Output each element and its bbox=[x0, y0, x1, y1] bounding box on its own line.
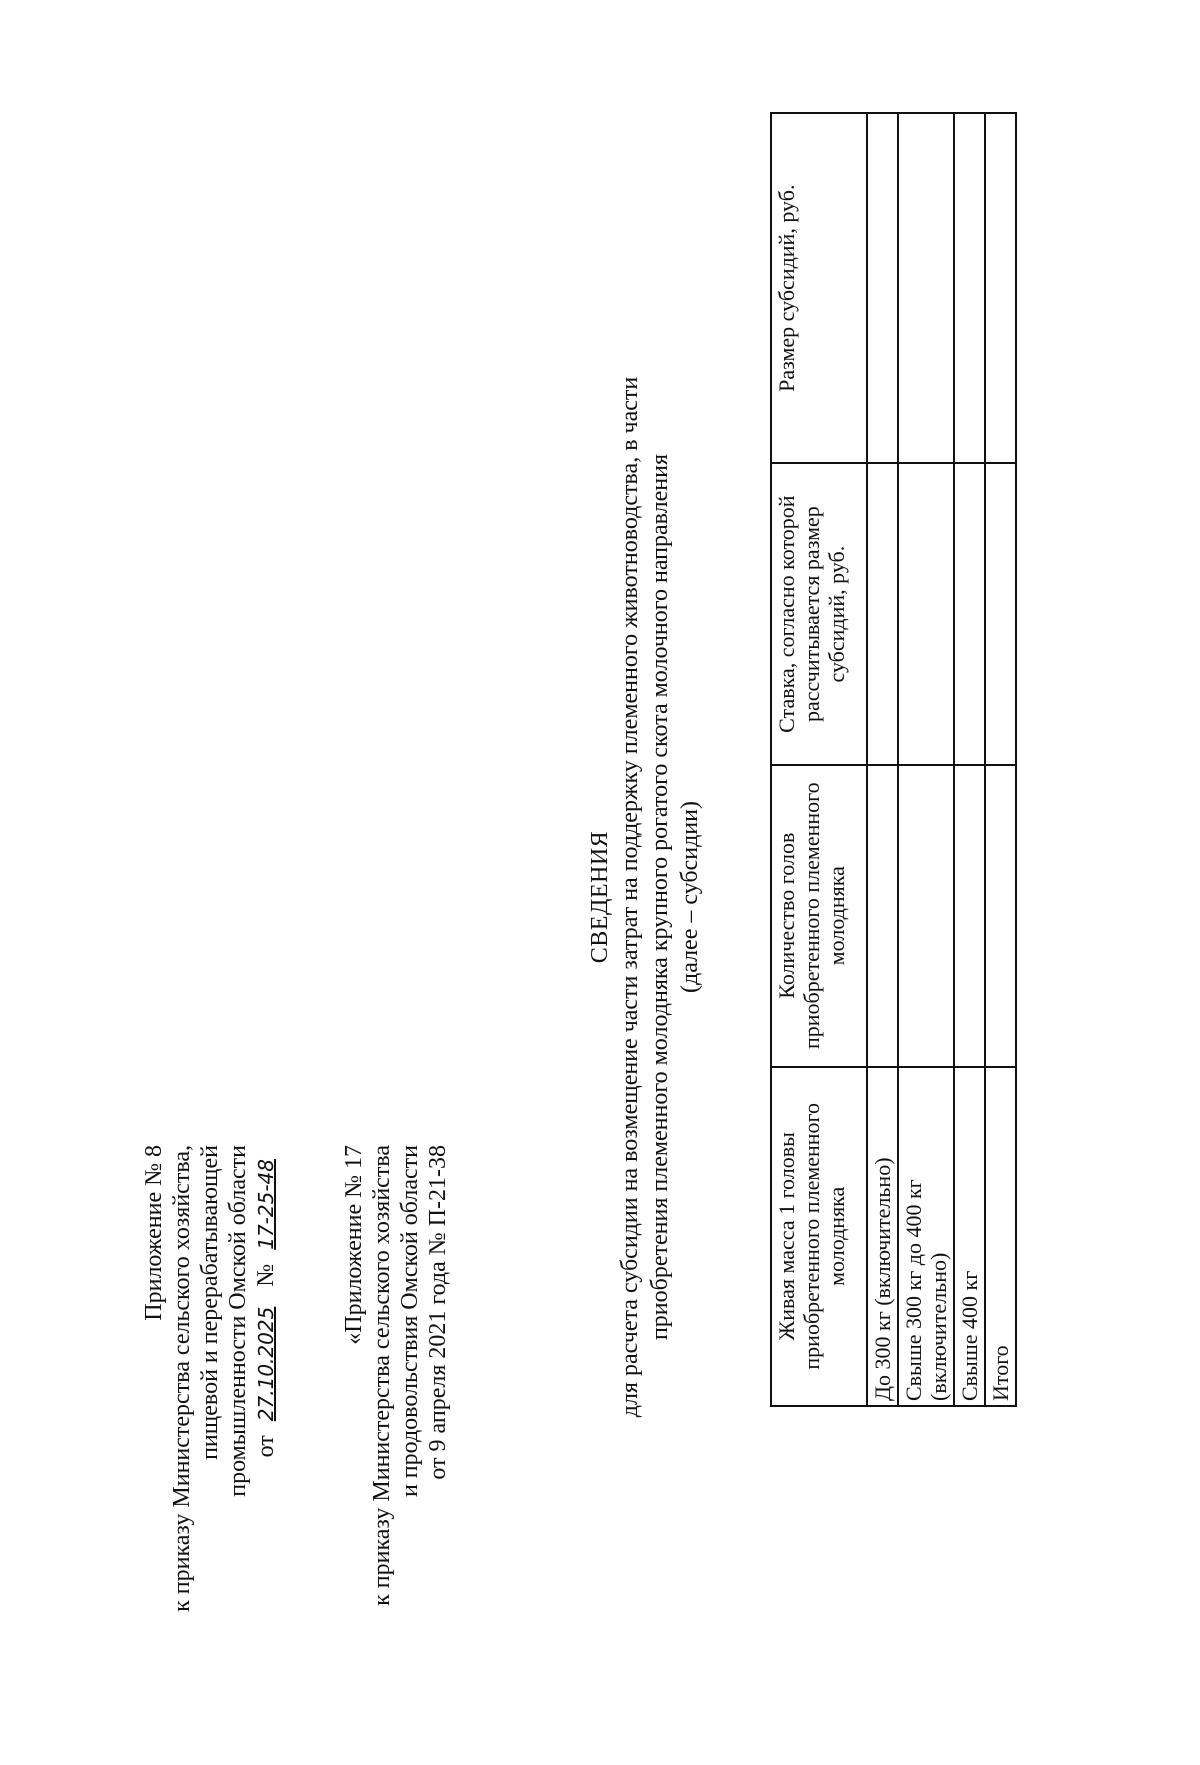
appendix-17-header bbox=[340, 1145, 452, 1765]
appendix-17-line1: «Приложение № 17 bbox=[341, 1145, 367, 1345]
appendix-8-date-line bbox=[252, 1145, 280, 1765]
cell-subsidy-amount bbox=[985, 113, 1016, 463]
handwritten-date: 27.10.2025 bbox=[254, 1306, 278, 1422]
row-label-over-400: Свыше 400 кг bbox=[954, 1067, 985, 1406]
header-rate: Ставка, согласно которой рассчитывается размер субсидий, руб. bbox=[771, 463, 867, 764]
title-line2: приобретения племенного молодняка крупного рогатого скота молочного направления bbox=[647, 453, 673, 1341]
table-header-row bbox=[771, 113, 867, 1406]
table-row bbox=[954, 113, 985, 1406]
title-line3: (далее – субсидии) bbox=[677, 801, 703, 993]
cell-rate bbox=[898, 463, 954, 764]
appendix-17-line3: и продовольствия Омской области bbox=[397, 1145, 423, 1498]
cell-head-count bbox=[898, 765, 954, 1067]
cell-subsidy-amount bbox=[867, 113, 898, 463]
row-label-total: Итого bbox=[985, 1067, 1016, 1406]
cell-rate bbox=[954, 463, 985, 764]
cell-head-count bbox=[985, 765, 1016, 1067]
date-prefix: от bbox=[253, 1435, 279, 1458]
header-head-count: Количество голов приобретенного племенного молодняка bbox=[771, 765, 867, 1067]
table-row bbox=[898, 113, 954, 1406]
cell-subsidy-amount bbox=[898, 113, 954, 463]
table-total-row bbox=[985, 113, 1016, 1406]
appendix-17-line4: от 9 апреля 2021 года № П-21-38 bbox=[425, 1145, 451, 1480]
subsidy-table bbox=[770, 112, 1017, 1407]
title-main: СВЕДЕНИЯ bbox=[587, 830, 613, 964]
header-subsidy-amount: Размер субсидий, руб. bbox=[771, 113, 867, 463]
cell-subsidy-amount bbox=[954, 113, 985, 463]
handwritten-number: 17-25-48 bbox=[254, 1159, 278, 1250]
document-title bbox=[585, 347, 705, 1447]
appendix-17-line2: к приказу Министерства сельского хозяйства bbox=[369, 1145, 395, 1606]
appendix-8-header bbox=[140, 1145, 280, 1765]
appendix-8-line1: Приложение № 8 bbox=[141, 1145, 167, 1321]
header-live-weight: Живая масса 1 головы приобретенного племенного молодняка bbox=[771, 1067, 867, 1406]
number-prefix: № bbox=[253, 1263, 279, 1287]
cell-head-count bbox=[867, 765, 898, 1067]
cell-rate bbox=[867, 463, 898, 764]
cell-head-count bbox=[954, 765, 985, 1067]
title-line1: для расчета субсидии на возмещение части затрат на поддержку племенного животноводства, в части bbox=[617, 376, 643, 1418]
row-label-up-to-300: До 300 кг (включительно) bbox=[867, 1067, 898, 1406]
cell-rate bbox=[985, 463, 1016, 764]
table-row bbox=[867, 113, 898, 1406]
row-label-300-to-400: Свыше 300 кг до 400 кг (включительно) bbox=[898, 1067, 954, 1406]
appendix-8-line4: промышленности Омской области bbox=[225, 1145, 251, 1497]
appendix-8-line2: к приказу Министерства сельского хозяйства, bbox=[169, 1145, 195, 1612]
appendix-8-line3: пищевой и перерабатывающей bbox=[197, 1145, 223, 1460]
